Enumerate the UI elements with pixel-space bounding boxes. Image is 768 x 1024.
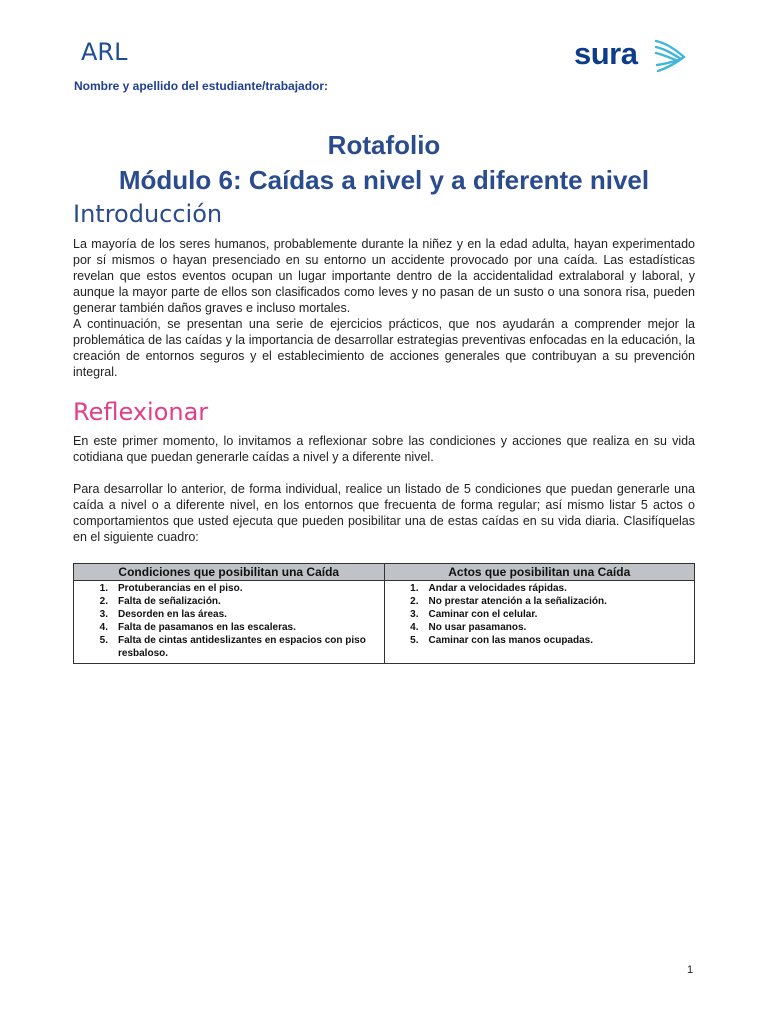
conditions-cell bbox=[74, 581, 385, 664]
conditions-list bbox=[78, 582, 380, 660]
module-title: Módulo 6: Caídas a nivel y a diferente nivel bbox=[118, 165, 650, 195]
list-item: 5. Falta de cintas antideslizantes en espacios con piso resbaloso. bbox=[99, 635, 366, 659]
logo-text: sura bbox=[574, 36, 638, 71]
page-number: 1 bbox=[687, 964, 694, 976]
reflect-heading: Reflexionar bbox=[73, 398, 209, 426]
list-item: 2. Falta de señalización. bbox=[99, 596, 221, 607]
list-item: 1. Protuberancias en el piso. bbox=[99, 583, 243, 594]
list-item: 2. No prestar atención a la señalización. bbox=[410, 596, 607, 607]
conditions-header: Condiciones que posibilitan una Caída bbox=[74, 564, 385, 581]
list-item: 3. Caminar con el celular. bbox=[410, 609, 538, 620]
student-name-label: Nombre y apellido del estudiante/trabajador: bbox=[74, 79, 329, 93]
acts-list bbox=[389, 582, 691, 647]
list-item: 4. Falta de pasamanos en las escaleras. bbox=[99, 622, 296, 633]
list-item: 1. Andar a velocidades rápidas. bbox=[410, 583, 567, 594]
list-item: 3. Desorden en las áreas. bbox=[99, 609, 227, 620]
wing-icon bbox=[652, 38, 688, 76]
list-item: 4. No usar pasamanos. bbox=[410, 622, 527, 633]
table-header-row bbox=[74, 564, 695, 581]
sura-logo bbox=[574, 36, 690, 78]
classification-table bbox=[73, 563, 695, 664]
acts-cell bbox=[384, 581, 695, 664]
table-row bbox=[74, 581, 695, 664]
intro-heading: Introducción bbox=[73, 200, 223, 228]
intro-paragraph-2: A continuación, se presentan una serie de ejercicios prácticos, que nos ayudarán a comprender mejor la problemática de las caídas y la importancia de desarrollar estrategias preventivas enfocadas en la educación, la creación de entornos seguros y el establecimiento de acciones generales que contribuyan a su prevención integral. bbox=[73, 317, 695, 379]
arl-label: ARL bbox=[81, 38, 128, 66]
reflect-paragraph-2: Para desarrollar lo anterior, de forma individual, realice un listado de 5 condiciones que puedan generarle una caída a nivel o a diferente nivel, en los entornos que frecuenta de forma regular; así mismo listar 5 actos o comportamientos que usted ejecuta que pueden posibilitar una de estas caídas en su vida diaria. Clasifíquelas en el siguiente cuadro: bbox=[73, 482, 695, 544]
reflect-paragraph-1: En este primer momento, lo invitamos a reflexionar sobre las condiciones y acciones que realiza en su vida cotidiana que puedan generarle caídas a nivel y a diferente nivel. bbox=[73, 434, 695, 464]
list-item: 5. Caminar con las manos ocupadas. bbox=[410, 635, 593, 646]
acts-header: Actos que posibilitan una Caída bbox=[384, 564, 695, 581]
doc-title: Rotafolio bbox=[327, 130, 441, 160]
intro-paragraph-1: La mayoría de los seres humanos, probablemente durante la niñez y en la edad adulta, hayan experimentado por sí mismos o hayan presenciado en su entorno un accidente provocado por una caída. Las estadísticas revelan que estos eventos ocupan un lugar importante dentro de la accidentalidad extralaboral y laboral, y aunque la mayor parte de ellos son clasificados como leves y no pasan de un susto o una sonora risa, pueden generar también daños graves e incluso mortales. bbox=[73, 237, 695, 315]
